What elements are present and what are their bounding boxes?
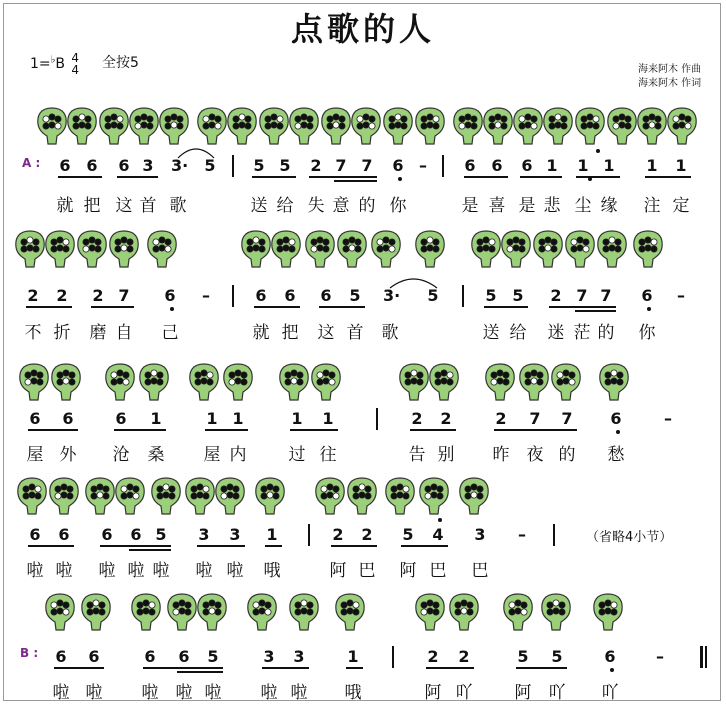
- lyric-char: 啦: [141, 683, 159, 703]
- time-unit: 4: [71, 63, 80, 77]
- lyric-char: 巴: [429, 561, 447, 581]
- jianpu-note: 7: [335, 156, 347, 175]
- jianpu-note: 3: [142, 156, 154, 175]
- lyric-char: 外: [59, 445, 77, 465]
- jianpu-note: 3: [263, 647, 275, 666]
- lyric-char: 就: [252, 323, 270, 343]
- jianpu-note: 1: [232, 409, 244, 428]
- jianpu-note: 6: [86, 156, 98, 175]
- jianpu-note: –: [656, 647, 664, 666]
- lyric-char: 注: [643, 196, 661, 216]
- jianpu-note: 1: [546, 156, 558, 175]
- jianpu-note: 3·: [383, 286, 401, 305]
- section-a-label: A :: [22, 156, 41, 170]
- jianpu-note: 6: [29, 525, 41, 544]
- lyric-char: 啦: [52, 683, 70, 703]
- lyric-char: 吖: [455, 683, 473, 703]
- key-flat: ♭: [50, 54, 56, 66]
- jianpu-note: 5: [204, 156, 216, 175]
- jianpu-note: 6: [144, 647, 156, 666]
- key-prefix: 1=: [30, 56, 51, 72]
- jianpu-note: 7: [576, 286, 588, 305]
- jianpu-note: –: [518, 525, 526, 544]
- jianpu-note: 1: [646, 156, 658, 175]
- lyric-char: 阿: [399, 561, 417, 581]
- jianpu-note: 7: [600, 286, 612, 305]
- lyric-char: 送: [250, 196, 268, 216]
- lyric-char: 愁: [607, 445, 625, 465]
- lyric-char: 意: [332, 196, 350, 216]
- lyricist-credit: 海来阿木 作词: [638, 78, 702, 89]
- slur-arc: [390, 279, 437, 288]
- jianpu-note: 3: [229, 525, 241, 544]
- lyric-char: 给: [509, 323, 527, 343]
- jianpu-note: 6: [164, 286, 176, 305]
- jianpu-note: 6: [491, 156, 503, 175]
- lyric-char: 的: [558, 445, 576, 465]
- jianpu-note: 6: [115, 409, 127, 428]
- lyric-char: 啦: [26, 561, 44, 581]
- jianpu-note: 7: [529, 409, 541, 428]
- jianpu-note: 1: [150, 409, 162, 428]
- lyric-char: 你: [638, 323, 656, 343]
- lyric-char: 吖: [548, 683, 566, 703]
- lyric-char: 茫: [573, 323, 591, 343]
- jianpu-note: 6: [101, 525, 113, 544]
- jianpu-note: 5: [427, 286, 439, 305]
- lyric-char: 往: [319, 445, 337, 465]
- jianpu-note: 6: [284, 286, 296, 305]
- jianpu-note: 5: [155, 525, 167, 544]
- jianpu-note: 5: [517, 647, 529, 666]
- jianpu-note: 6: [58, 525, 70, 544]
- lyric-char: 是: [461, 196, 479, 216]
- slur-arc: [178, 149, 214, 158]
- lyric-char: 哦: [263, 561, 281, 581]
- lyric-char: 把: [281, 323, 299, 343]
- key-tonic: B: [55, 56, 65, 72]
- lyric-char: 啦: [85, 683, 103, 703]
- jianpu-note: 6: [641, 286, 653, 305]
- lyric-char: 沧: [112, 445, 130, 465]
- jianpu-note: –: [664, 409, 672, 428]
- fingering-note: 全按5: [102, 55, 139, 71]
- jianpu-note: 6: [118, 156, 130, 175]
- lyric-char: 啦: [55, 561, 73, 581]
- jianpu-note: –: [677, 286, 685, 305]
- jianpu-note: 1: [675, 156, 687, 175]
- jianpu-note: 3·: [171, 156, 189, 175]
- lyric-char: 折: [53, 323, 71, 343]
- lyric-char: 屋: [203, 445, 221, 465]
- jianpu-note: 3: [293, 647, 305, 666]
- jianpu-note: 2: [27, 286, 39, 305]
- lyric-char: 哦: [344, 683, 362, 703]
- lyric-char: 啦: [152, 561, 170, 581]
- lyric-char: 夜: [526, 445, 544, 465]
- jianpu-note: 2: [332, 525, 344, 544]
- lyric-char: 这: [115, 196, 133, 216]
- lyric-char: 你: [389, 196, 407, 216]
- jianpu-note: 6: [521, 156, 533, 175]
- lyric-char: 阿: [424, 683, 442, 703]
- lyric-char: 给: [276, 196, 294, 216]
- lyric-char: 悲: [543, 196, 561, 216]
- jianpu-note: 6: [178, 647, 190, 666]
- section-b-label: B :: [20, 646, 39, 660]
- lyric-char: 这: [317, 323, 335, 343]
- jianpu-note: 2: [427, 647, 439, 666]
- jianpu-note: 5: [402, 525, 414, 544]
- lyric-char: 阿: [514, 683, 532, 703]
- jianpu-note: –: [419, 156, 427, 175]
- jianpu-note: 6: [320, 286, 332, 305]
- lyric-char: 巴: [358, 561, 376, 581]
- lyric-char: 送: [482, 323, 500, 343]
- lyric-char: 告: [408, 445, 426, 465]
- jianpu-note: 1: [291, 409, 303, 428]
- jianpu-note: 1: [322, 409, 334, 428]
- lyric-char: 的: [597, 323, 615, 343]
- jianpu-note: 5: [551, 647, 563, 666]
- section-b-text: B: [20, 646, 30, 660]
- section-a-text: A: [22, 156, 32, 170]
- jianpu-note: 6: [29, 409, 41, 428]
- lyric-char: 别: [437, 445, 455, 465]
- jianpu-note: 7: [361, 156, 373, 175]
- jianpu-note: 1: [347, 647, 359, 666]
- lyric-char: 啦: [260, 683, 278, 703]
- lyric-char: 啦: [127, 561, 145, 581]
- song-title: 点歌的人: [290, 10, 435, 48]
- lyric-char: 不: [24, 323, 42, 343]
- jianpu-note: 2: [440, 409, 452, 428]
- lyric-char: 缘: [600, 196, 618, 216]
- lyric-char: 就: [56, 196, 74, 216]
- jianpu-note: 1: [266, 525, 278, 544]
- jianpu-note: 7: [561, 409, 573, 428]
- lyric-char: 首: [139, 196, 157, 216]
- jianpu-note: 5: [485, 286, 497, 305]
- lyric-char: 桑: [147, 445, 165, 465]
- lyric-char: 失: [307, 196, 325, 216]
- jianpu-note: 2: [458, 647, 470, 666]
- lyric-char: 吖: [601, 683, 619, 703]
- jianpu-note: 4: [432, 525, 444, 544]
- lyric-char: 啦: [290, 683, 308, 703]
- jianpu-note: 2: [310, 156, 322, 175]
- time-beats: 4: [71, 51, 80, 65]
- lyric-char: 己: [161, 323, 179, 343]
- jianpu-note: 1: [206, 409, 218, 428]
- lyric-char: 歌: [381, 323, 399, 343]
- jianpu-note: 6: [604, 647, 616, 666]
- lyric-char: 尘: [574, 196, 592, 216]
- jianpu-note: 5: [207, 647, 219, 666]
- jianpu-note: 3: [474, 525, 486, 544]
- jianpu-note: 2: [56, 286, 68, 305]
- jianpu-note: 6: [55, 647, 67, 666]
- jianpu-note: 7: [118, 286, 130, 305]
- omitted-bars-note: （省略4小节）: [586, 530, 673, 545]
- lyric-char: 啦: [195, 561, 213, 581]
- lyric-char: 啦: [175, 683, 193, 703]
- jianpu-note: 6: [255, 286, 267, 305]
- lyric-char: 屋: [26, 445, 44, 465]
- composer-credit: 海来阿木 作曲: [638, 64, 702, 75]
- lyric-char: 是: [518, 196, 536, 216]
- lyric-char: 磨: [89, 323, 107, 343]
- lyric-char: 把: [83, 196, 101, 216]
- lyric-char: 迷: [547, 323, 565, 343]
- jianpu-note: 5: [253, 156, 265, 175]
- jianpu-note: 6: [59, 156, 71, 175]
- jianpu-note: 1: [577, 156, 589, 175]
- jianpu-note: 2: [495, 409, 507, 428]
- lyric-char: 啦: [204, 683, 222, 703]
- lyric-char: 过: [288, 445, 306, 465]
- jianpu-note: 6: [62, 409, 74, 428]
- jianpu-note: 2: [550, 286, 562, 305]
- lyric-char: 内: [229, 445, 247, 465]
- lyric-char: 自: [115, 323, 133, 343]
- jianpu-note: 6: [130, 525, 142, 544]
- jianpu-note: 6: [88, 647, 100, 666]
- lyric-char: 首: [346, 323, 364, 343]
- jianpu-note: 5: [512, 286, 524, 305]
- jianpu-note: 5: [349, 286, 361, 305]
- lyric-char: 阿: [329, 561, 347, 581]
- jianpu-note: 2: [361, 525, 373, 544]
- lyric-char: 的: [358, 196, 376, 216]
- jianpu-note: 6: [610, 409, 622, 428]
- jianpu-note: 2: [411, 409, 423, 428]
- lyric-char: 啦: [226, 561, 244, 581]
- jianpu-note: 6: [464, 156, 476, 175]
- jianpu-note: 5: [279, 156, 291, 175]
- jianpu-note: 1: [603, 156, 615, 175]
- lyric-char: 巴: [471, 561, 489, 581]
- jianpu-note: 3: [198, 525, 210, 544]
- lyric-char: 歌: [169, 196, 187, 216]
- lyric-char: 啦: [98, 561, 116, 581]
- jianpu-note: 2: [92, 286, 104, 305]
- lyric-char: 定: [672, 196, 690, 216]
- lyric-char: 喜: [488, 196, 506, 216]
- lyric-char: 昨: [492, 445, 510, 465]
- jianpu-note: –: [202, 286, 210, 305]
- jianpu-note: 6: [392, 156, 404, 175]
